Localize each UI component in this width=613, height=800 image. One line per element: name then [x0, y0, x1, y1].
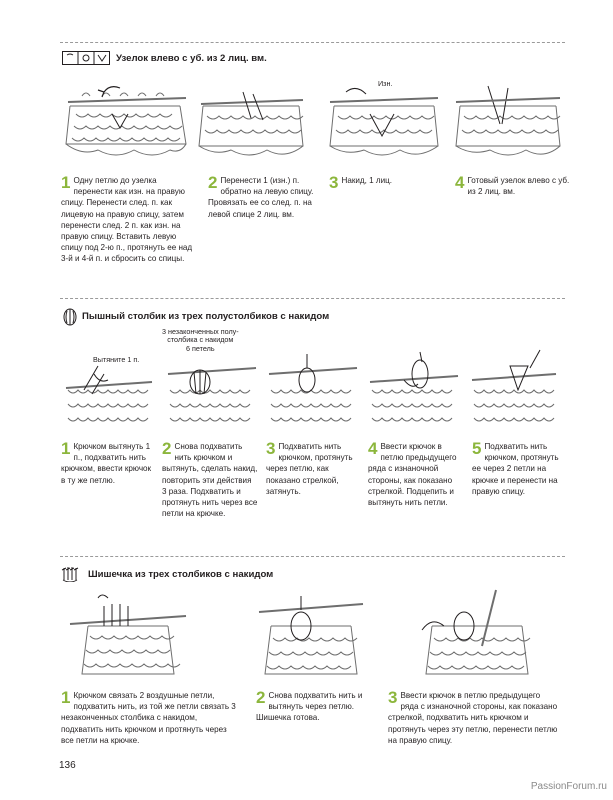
step-item [61, 441, 153, 486]
step-text: Ввести крючок в петлю предыдущего ряда с изнаночной стороны, как показано стрелкой, подхватить нить крючком и протянуть через эту петлю, перенести петлю на правую спицу. [388, 691, 558, 745]
section-divider [60, 42, 565, 43]
step-text: Одну петлю до узелка перенести как изн. на правую спицу. Перенести след. п. как лицевую на правую спицу, затем перенести след. 2 п. как изн. на правую спицу. Вставить левую спицу под 2-ю п., протянуть ее над 3-й и 4-й п. и сбросить со спицы. [61, 176, 193, 264]
callout-label: Вытяните 1 п. [93, 355, 140, 364]
step-number: 5 [472, 439, 482, 458]
step-number: 1 [61, 173, 71, 192]
callout-label: 3 незаконченных полу- столбика с накидом 6 петель [162, 327, 239, 353]
step-number: 3 [266, 439, 276, 458]
bobble-symbol-icon [61, 566, 81, 582]
step-item [61, 690, 239, 746]
step-text: Перенести 1 (изн.) п. обратно на левую спицу. Провязать ее со след. п. на левой спице 2 лиц. вм. [208, 176, 314, 219]
puff-stitch-symbol-icon [62, 308, 78, 326]
step-text: Накид, 1 лиц. [341, 176, 392, 185]
step-number: 3 [329, 173, 339, 192]
section-title: Узелок влево с уб. из 2 лиц. вм. [116, 53, 267, 64]
crochet-illustration-step-4 [368, 350, 462, 430]
step-text: Снова подхватить нить и вытянуть через петлю. Шишечка готова. [256, 691, 363, 723]
step-number: 4 [455, 173, 465, 192]
step-item [455, 175, 570, 197]
knit-illustration-step-4 [452, 80, 564, 162]
step-item [368, 441, 462, 508]
step-text: Ввести крючок в петлю предыдущего ряда с изнаночной стороны, как показано стрелкой. Подцепить и вытянуть нить петли. [368, 442, 457, 508]
section-divider [60, 298, 565, 299]
step-item [256, 690, 376, 724]
crochet-illustration-step-1 [64, 360, 156, 430]
knit-illustration-step-1 [62, 84, 190, 162]
step-item [208, 175, 316, 220]
bobble-illustration-step-1 [64, 590, 192, 682]
step-number: 2 [162, 439, 172, 458]
bobble-illustration-step-2 [255, 590, 367, 682]
step-item [266, 441, 360, 497]
step-item [329, 175, 441, 190]
section-title: Пышный столбик из трех полустолбиков с накидом [82, 311, 330, 322]
page-number: 136 [59, 760, 76, 771]
knit-illustration-step-3 [326, 84, 442, 162]
step-number: 4 [368, 439, 378, 458]
step-text: Крючком вытянуть 1 п., подхватить нить крючком, ввести крючок в ту же петлю. [61, 442, 152, 485]
step-text: Снова подхватить нить крючком и вытянуть, сделать накид, повторить эти действия 3 раза. Подхватить и протянуть нить через все петли на крючке. [162, 442, 258, 519]
step-number: 1 [61, 688, 71, 707]
knit-illustration-step-2 [197, 90, 307, 162]
section-title: Шишечка из трех столбиков с накидом [88, 569, 274, 580]
step-text: Крючком связать 2 воздушные петли, подхватить нить, из той же петли связать 3 незаконченных столбика с накидом, подхватить нить крючком и протянуть через все петли на крючке. [61, 691, 236, 745]
section-divider [60, 556, 565, 557]
step-item [472, 441, 564, 497]
step-item [61, 175, 193, 265]
step-text: Подхватить нить крючком, протянуть через петлю, как показано стрелкой, затянуть. [266, 442, 353, 496]
step-text: Подхватить нить крючком, протянуть ее через 2 петли на крючке и перенести на правую спицу. [472, 442, 559, 496]
bobble-illustration-step-3 [412, 586, 542, 682]
step-number: 2 [256, 688, 266, 707]
watermark: PassionForum.ru [530, 781, 607, 792]
knot-left-symbol-icon [62, 51, 110, 65]
crochet-illustration-step-2 [166, 360, 260, 430]
crochet-illustration-step-3 [267, 350, 361, 430]
callout-label: Изн. [378, 79, 393, 88]
step-item [162, 441, 258, 519]
crochet-illustration-step-5 [470, 346, 560, 430]
step-number: 2 [208, 173, 218, 192]
step-number: 1 [61, 439, 71, 458]
step-text: Готовый узелок влево с уб. из 2 лиц. вм. [467, 176, 570, 197]
step-item [388, 690, 558, 746]
step-number: 3 [388, 688, 398, 707]
